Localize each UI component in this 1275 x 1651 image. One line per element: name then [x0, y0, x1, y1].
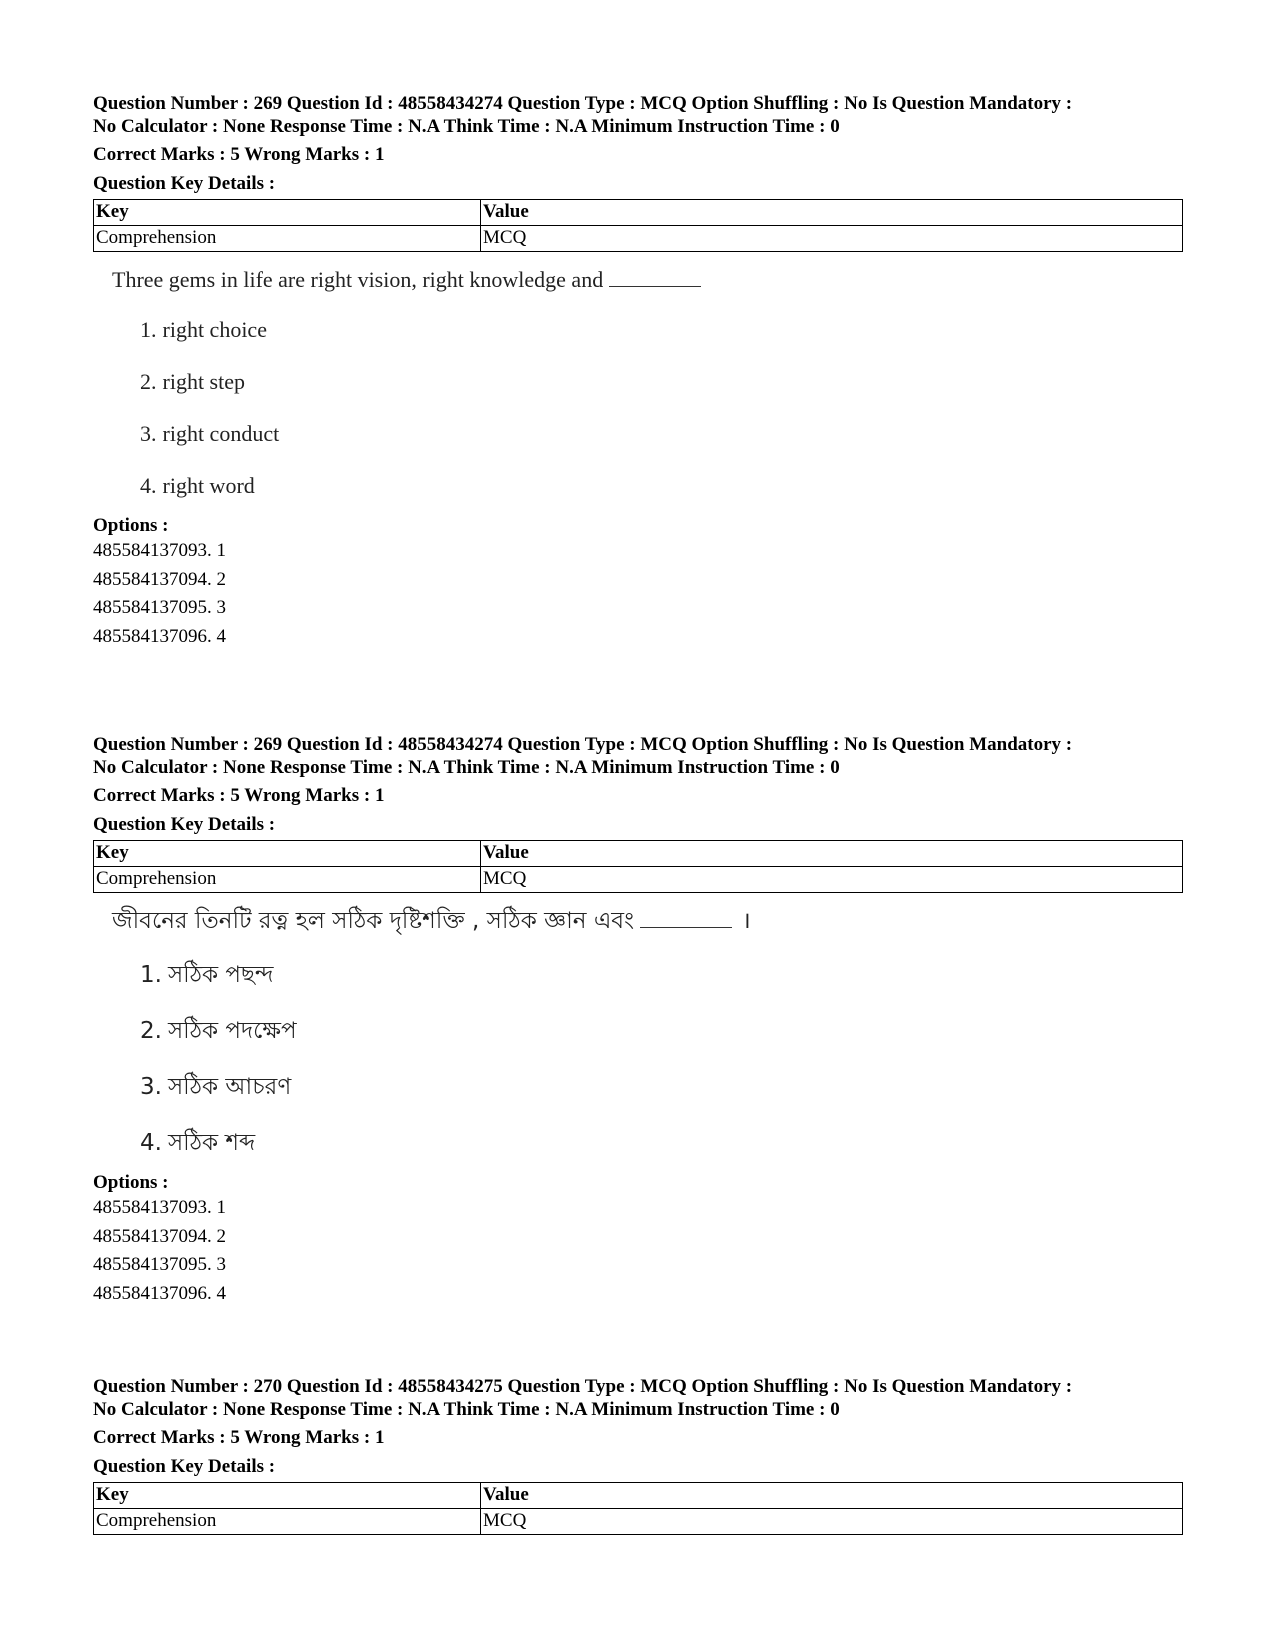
option-line: 485584137095. 3: [93, 1254, 226, 1275]
option-line: 485584137096. 4: [93, 1282, 226, 1304]
choice-item: [140, 1129, 1183, 1157]
choice-number: 4.: [140, 473, 157, 498]
choice-text: right conduct: [162, 421, 280, 446]
question-meta-line2: No Calculator : None Response Time : N.A Think Time : N.A Minimum Instruction Time : 0: [93, 116, 840, 137]
question-marks: Correct Marks : 5 Wrong Marks : 1: [93, 144, 385, 165]
table-header-value: Value: [481, 841, 1183, 867]
key-details-label: Question Key Details :: [93, 1456, 276, 1477]
question-stem-end: ।: [742, 908, 751, 934]
option-line: 485584137093. 1: [93, 540, 226, 561]
table-row: [94, 1509, 1183, 1535]
key-details-table: [93, 840, 1183, 893]
table-cell-key: Comprehension: [94, 867, 481, 893]
question-meta-line2: No Calculator : None Response Time : N.A Think Time : N.A Minimum Instruction Time : 0: [93, 1399, 840, 1420]
table-header-key: Key: [94, 200, 481, 226]
question-marks: Correct Marks : 5 Wrong Marks : 1: [93, 1427, 385, 1448]
answer-blank: [609, 266, 701, 287]
choice-number: 4.: [140, 1130, 162, 1156]
question-block-3: [93, 1375, 1183, 1535]
question-stem: [112, 266, 1183, 294]
options-label: Options :: [93, 1172, 169, 1193]
question-stem: [112, 907, 1183, 935]
question-meta-line1: Question Number : 269 Question Id : 48558434274 Question Type : MCQ Option Shuffling : No Is Question Mandatory :: [93, 93, 1073, 114]
table-row: [94, 226, 1183, 252]
choice-number: 2.: [140, 369, 157, 394]
choice-text: সঠিক শব্দ: [167, 1130, 256, 1156]
table-header-row: [94, 1483, 1183, 1509]
choice-number: 2.: [140, 1018, 162, 1044]
table-cell-value: MCQ: [481, 226, 1183, 252]
choice-number: 1.: [140, 317, 157, 342]
option-line: 485584137095. 3: [93, 597, 226, 618]
key-details-table: [93, 1482, 1183, 1535]
table-cell-key: Comprehension: [94, 226, 481, 252]
key-details-table: [93, 199, 1183, 252]
question-marks: Correct Marks : 5 Wrong Marks : 1: [93, 785, 385, 806]
table-row: [94, 867, 1183, 893]
choice-text: right word: [162, 473, 255, 498]
option-line: 485584137094. 2: [93, 568, 226, 590]
question-meta-line1: Question Number : 270 Question Id : 48558434275 Question Type : MCQ Option Shuffling : No Is Question Mandatory :: [93, 1376, 1073, 1397]
table-cell-key: Comprehension: [94, 1509, 481, 1535]
question-stem-text: জীবনের তিনটি রত্ন হল সঠিক দৃষ্টিশক্তি , সঠিক জ্ঞান এবং: [112, 908, 635, 934]
option-line: 485584137093. 1: [93, 1197, 226, 1218]
choice-item: [140, 1073, 1183, 1101]
choice-item: [140, 368, 1183, 396]
answer-blank: [640, 907, 732, 928]
table-cell-value: MCQ: [481, 867, 1183, 893]
table-header-value: Value: [481, 1483, 1183, 1509]
choice-item: [140, 472, 1183, 500]
table-cell-value: MCQ: [481, 1509, 1183, 1535]
table-header-row: [94, 841, 1183, 867]
choice-text: সঠিক আচরণ: [167, 1074, 292, 1100]
table-header-key: Key: [94, 841, 481, 867]
choice-number: 3.: [140, 1074, 162, 1100]
choice-text: right step: [162, 369, 245, 394]
question-meta-line1: Question Number : 269 Question Id : 48558434274 Question Type : MCQ Option Shuffling : No Is Question Mandatory :: [93, 734, 1073, 755]
table-header-row: [94, 200, 1183, 226]
table-header-value: Value: [481, 200, 1183, 226]
key-details-label: Question Key Details :: [93, 814, 276, 835]
question-image: [93, 266, 1183, 500]
choice-text: সঠিক পছন্দ: [167, 962, 274, 988]
options-label: Options :: [93, 515, 169, 536]
option-line: 485584137094. 2: [93, 1225, 226, 1247]
option-line: 485584137096. 4: [93, 625, 226, 647]
key-details-label: Question Key Details :: [93, 173, 276, 194]
choice-text: সঠিক পদক্ষেপ: [167, 1018, 297, 1044]
question-stem-text: Three gems in life are right vision, right knowledge and: [112, 267, 604, 292]
choice-number: 3.: [140, 421, 157, 446]
choice-number: 1.: [140, 962, 162, 988]
table-header-key: Key: [94, 1483, 481, 1509]
choice-item: [140, 961, 1183, 989]
question-meta-line2: No Calculator : None Response Time : N.A Think Time : N.A Minimum Instruction Time : 0: [93, 757, 840, 778]
choice-item: [140, 420, 1183, 448]
question-block-1: [93, 92, 1183, 651]
question-image: [93, 907, 1183, 1157]
question-block-2: [93, 733, 1183, 1308]
choice-text: right choice: [162, 317, 267, 342]
choice-item: [140, 1017, 1183, 1045]
choice-item: [140, 316, 1183, 344]
